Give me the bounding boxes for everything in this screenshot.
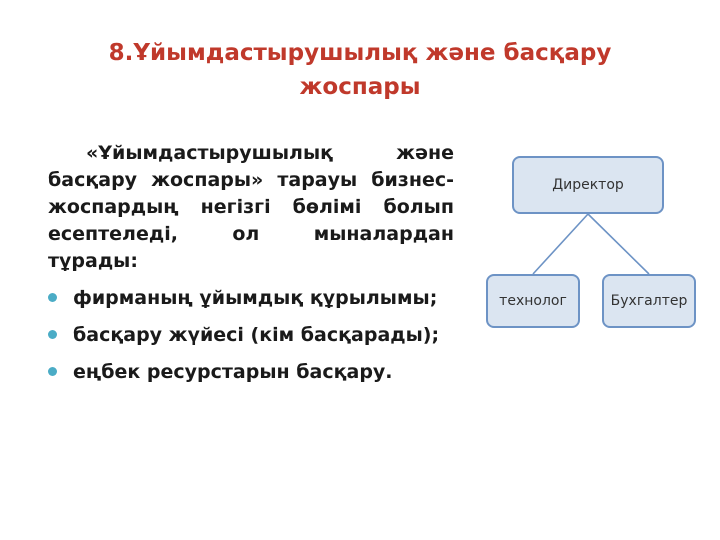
- body-text: [48, 140, 454, 386]
- connector-line-acct: [588, 214, 649, 274]
- bullet-text: басқару жүйесі (кім басқарады);: [73, 324, 440, 346]
- bullet-dot-icon: [48, 367, 57, 376]
- bullet-dot-icon: [48, 293, 57, 302]
- bullet-text: еңбек ресурстарын басқару.: [73, 361, 393, 383]
- bullet-dot-icon: [48, 330, 57, 339]
- bullet-text: фирманың ұйымдық құрылымы;: [73, 287, 438, 309]
- org-chart: [480, 150, 720, 350]
- connector-line-tech: [533, 214, 588, 274]
- intro-paragraph: «Ұйымдастырушылық және басқару жоспары» тарауы бизнес-жоспардың негізгі бөлімі болып есептеледі, ол мыналардан тұрады:: [48, 142, 454, 272]
- org-node-accountant: Бухгалтер: [602, 274, 696, 328]
- org-node-technologist: технолог: [486, 274, 580, 328]
- org-node-director: Директор: [512, 156, 664, 214]
- bullet-item: [48, 359, 454, 386]
- bullet-item: [48, 322, 454, 349]
- slide-title: 8.Ұйымдастырушылық және басқару жоспары: [108, 40, 612, 100]
- bullet-item: [48, 285, 454, 312]
